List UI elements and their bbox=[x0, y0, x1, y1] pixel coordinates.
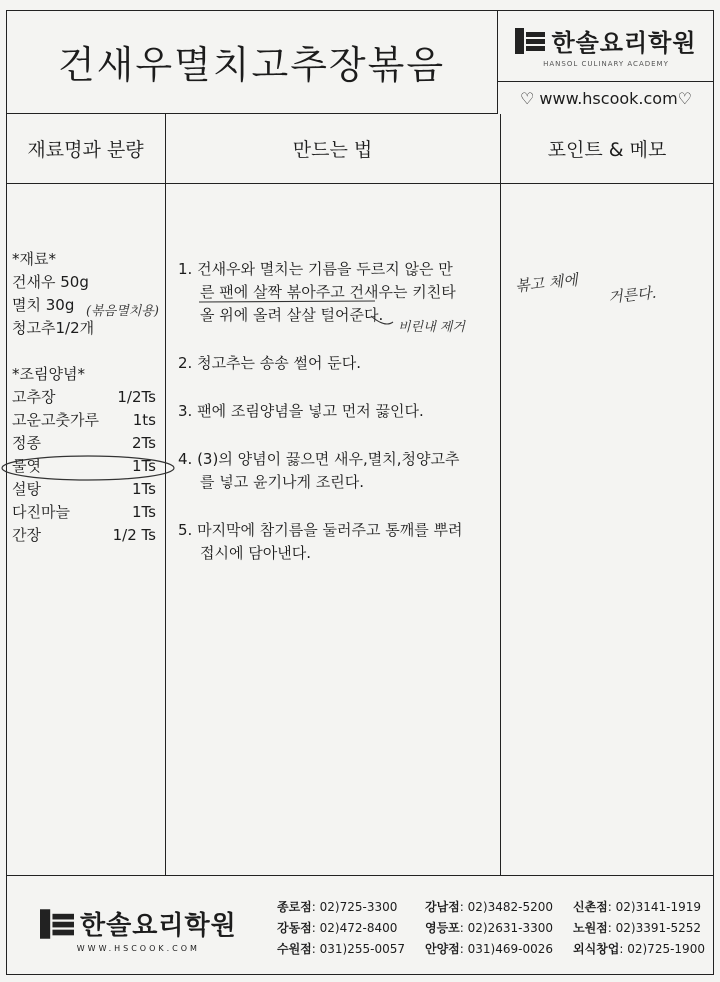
footer-divider bbox=[6, 875, 714, 876]
seasoning-amount: 2Ts bbox=[131, 434, 156, 452]
branch-phone: : 02)3141-1919 bbox=[607, 900, 701, 914]
handwritten-anchovy-note: (볶음멸치용) bbox=[86, 304, 159, 319]
branch-item bbox=[573, 939, 711, 960]
brand-name: 한솔요리학원 bbox=[551, 29, 697, 57]
seasoning-amount: 1Ts bbox=[131, 457, 156, 475]
branch-item bbox=[573, 897, 711, 918]
ingredients-list bbox=[12, 248, 162, 547]
branch-name: 외식창업 bbox=[573, 942, 620, 956]
branch-phone: : 02)472-8400 bbox=[311, 921, 398, 935]
seasoning-name: 정종 bbox=[12, 434, 41, 452]
branch-phone: : 02)3482-5200 bbox=[459, 900, 553, 914]
column-divider-1 bbox=[165, 114, 166, 875]
branch-phone: : 031)255-0057 bbox=[311, 942, 405, 956]
step-line: 올 위에 올려 살살 털어준다. bbox=[200, 306, 384, 324]
branch-row bbox=[277, 918, 711, 939]
step-line: 른 팬에 살짝 볶아주고 건새우는 키친타 bbox=[200, 283, 456, 301]
branch-item bbox=[425, 897, 563, 918]
branch-item bbox=[277, 939, 415, 960]
branch-phone: : 02)725-3300 bbox=[311, 900, 398, 914]
title-box bbox=[6, 10, 498, 114]
spacer bbox=[12, 340, 162, 363]
step-2 bbox=[178, 352, 488, 375]
branch-name: 신촌점 bbox=[573, 900, 608, 914]
handwritten-underline-mark bbox=[195, 296, 395, 336]
branch-name: 수원점 bbox=[277, 942, 312, 956]
branch-phone: : 02)725-1900 bbox=[619, 942, 705, 956]
header-ingredients: 재료명과 분량 bbox=[6, 114, 165, 184]
seasoning-amount: 1/2Ts bbox=[117, 388, 156, 406]
branch-phone: : 02)3391-5252 bbox=[607, 921, 701, 935]
seasoning-name: 물엿 bbox=[12, 457, 41, 475]
step-line: 4. (3)의 양념이 끓으면 새우,멸치,청양고추 bbox=[178, 450, 460, 468]
step-4 bbox=[178, 448, 488, 494]
ingredients-section-title: *재료* bbox=[12, 250, 56, 268]
ingredient-name: 멸치 30g bbox=[12, 296, 75, 314]
brand-subtitle: HANSOL CULINARY ACADEMY bbox=[543, 60, 669, 68]
branch-name: 노원점 bbox=[573, 921, 608, 935]
footer-url: WWW.HSCOOK.COM bbox=[76, 944, 200, 953]
branch-phone: : 02)2631-3300 bbox=[459, 921, 553, 935]
handwritten-step1-note: 비린내 제거 bbox=[398, 320, 465, 335]
footer-logo-row bbox=[40, 905, 237, 942]
seasoning-amount: 1ts bbox=[132, 411, 156, 429]
step-line: 를 넣고 윤기나게 조린다. bbox=[200, 473, 364, 491]
recipe-title: 건새우멸치고추장볶음 bbox=[57, 43, 446, 87]
website-url: ♡ www.hscook.com♡ bbox=[519, 88, 693, 108]
seasoning-name: 다진마늘 bbox=[12, 503, 70, 521]
branch-item bbox=[573, 918, 711, 939]
seasoning-row bbox=[12, 409, 162, 432]
handwritten-memo-line-1: 볶고 체에 bbox=[514, 270, 579, 296]
step-3 bbox=[178, 400, 488, 423]
ingredient-name: 건새우 50g bbox=[12, 273, 89, 291]
seasoning-name: 고추장 bbox=[12, 388, 56, 406]
header-logo bbox=[498, 10, 714, 82]
branch-item bbox=[425, 939, 563, 960]
branch-row bbox=[277, 897, 711, 918]
handwritten-memo-line-2: 거른다. bbox=[607, 283, 658, 307]
branch-row bbox=[277, 939, 711, 960]
branch-name: 강남점 bbox=[425, 900, 460, 914]
header-method: 만드는 법 bbox=[165, 114, 500, 184]
ingredient-name: 청고추1/2개 bbox=[12, 319, 95, 337]
seasoning-amount: 1Ts bbox=[131, 480, 156, 498]
brand-mark-icon bbox=[40, 909, 74, 939]
branch-item bbox=[277, 918, 415, 939]
step-line: 3. 팬에 조림양념을 넣고 먼저 끓인다. bbox=[178, 402, 424, 420]
ingredient-row bbox=[12, 271, 162, 294]
seasoning-name: 간장 bbox=[12, 526, 41, 544]
footer-logo bbox=[40, 905, 237, 953]
step-5 bbox=[178, 519, 488, 565]
branch-name: 종로점 bbox=[277, 900, 312, 914]
footer-brand-name: 한솔요리학원 bbox=[80, 911, 237, 941]
branch-list bbox=[277, 897, 711, 960]
step-line: 접시에 담아낸다. bbox=[200, 544, 311, 562]
step-line: 1. 건새우와 멸치는 기름을 두르지 않은 만 bbox=[178, 260, 453, 278]
seasoning-name: 고운고춧가루 bbox=[12, 411, 99, 429]
seasoning-row bbox=[12, 501, 162, 524]
column-divider-2 bbox=[500, 114, 501, 875]
step-line: 5. 마지막에 참기름을 둘러주고 통깨를 뿌려 bbox=[178, 521, 463, 539]
branch-item bbox=[277, 897, 415, 918]
seasoning-section-title: *조림양념* bbox=[12, 365, 85, 383]
seasoning-amount: 1Ts bbox=[131, 503, 156, 521]
header-memo: 포인트 & 메모 bbox=[500, 114, 714, 184]
seasoning-name: 설탕 bbox=[12, 480, 41, 498]
seasoning-row bbox=[12, 524, 162, 547]
branch-name: 강동점 bbox=[277, 921, 312, 935]
branch-phone: : 031)469-0026 bbox=[459, 942, 553, 956]
branch-name: 안양점 bbox=[425, 942, 460, 956]
brand-mark-icon bbox=[515, 28, 545, 54]
seasoning-row bbox=[12, 386, 162, 409]
handwritten-circle-mark bbox=[0, 452, 180, 484]
seasoning-amount: 1/2 Ts bbox=[112, 526, 156, 544]
header-logo-row bbox=[515, 23, 696, 58]
ingredient-row bbox=[12, 317, 162, 340]
branch-name: 영등포 bbox=[425, 921, 460, 935]
branch-item bbox=[425, 918, 563, 939]
step-line: 2. 청고추는 송송 썰어 둔다. bbox=[178, 354, 362, 372]
